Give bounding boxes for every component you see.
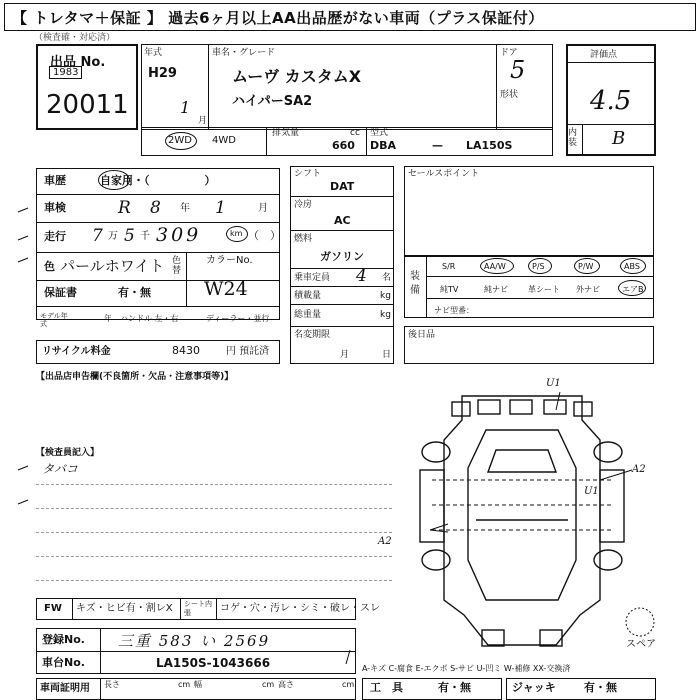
damage-legend: A-キズ C-腐食 E-エクボ S-サビ U-凹ミ W-補修 XX-交換済	[362, 664, 571, 673]
doors-value: 5	[510, 56, 526, 84]
year-month: 1	[180, 98, 191, 117]
model-code: LA150S	[466, 139, 513, 152]
jack-value: 有・無	[584, 681, 617, 694]
load-label: 積載量	[294, 291, 322, 301]
ac-label: 冷房	[294, 200, 313, 210]
name-change-day: 日	[382, 350, 392, 360]
inspection-era: R	[118, 198, 131, 218]
color-value: パールホワイト	[60, 257, 165, 275]
registration-value: 三重 583 い 2569	[118, 632, 271, 650]
diagram-a2-right: A2	[632, 464, 646, 475]
lot-number: 20011	[46, 90, 129, 120]
equip-airbag: エアB	[622, 285, 644, 294]
ac-value: AC	[334, 214, 351, 227]
year-value: H29	[148, 66, 177, 81]
seat-label: シート内張	[184, 600, 212, 617]
misc-year-unit: 年	[104, 314, 112, 323]
mileage-unit: km	[230, 229, 243, 238]
capacity-value: 4	[356, 266, 367, 286]
equip-navi: 純ナビ	[484, 285, 508, 294]
cert-unit-3: cm	[342, 680, 355, 689]
displacement-unit: cc	[350, 128, 360, 138]
doors-label: ドア	[500, 48, 518, 58]
inspection-month: 1	[215, 198, 226, 218]
history-value: 自家用・（ ）	[100, 174, 216, 187]
model-label: 型式	[370, 128, 389, 138]
equip-aaw: AA/W	[484, 262, 506, 271]
tools-label: 工 具	[370, 681, 403, 694]
inspector-note: タバコ	[42, 462, 78, 476]
inspection-label: 車検	[44, 201, 66, 214]
equip-ext-navi: 外ナビ	[576, 285, 600, 294]
diagram-spare: スペア	[626, 639, 656, 650]
recycle-label: リサイクル料金	[42, 346, 111, 357]
misc-model-label: モデル年式	[40, 312, 68, 328]
name-change-unit: 月	[340, 350, 350, 360]
chassis-value: LA150S-1043666	[156, 656, 271, 670]
warranty-label: 保証書	[44, 286, 77, 299]
inspection-month-unit: 月	[258, 203, 268, 214]
capacity-unit: 名	[382, 273, 392, 283]
equip-leather: 革シート	[528, 285, 560, 294]
report-label: 【出品店申告欄(不良箇所・欠品・注意事項等)】	[36, 372, 234, 382]
car-name: ムーヴ カスタムX	[232, 67, 362, 86]
year-label: 年式	[144, 48, 163, 58]
cert-length: 長さ	[104, 680, 120, 689]
misc-handle: ハンドル 左・右	[120, 314, 179, 323]
shift-label: シフト	[294, 169, 322, 179]
cert-label: 車両証明用	[40, 683, 90, 694]
chassis-label: 車台No.	[42, 656, 85, 669]
jack-label: ジャッキ	[512, 681, 556, 694]
color-change-label: 色替	[172, 256, 182, 276]
inspection-year-unit: 年	[180, 203, 190, 214]
fuel-label: 燃料	[294, 234, 313, 244]
model-dash: —	[432, 139, 443, 152]
equip-sr: S/R	[442, 262, 456, 271]
equip-abs: ABS	[624, 262, 640, 271]
equipment-label: 装備	[410, 271, 420, 296]
misc-dealer: ディーラー・並行	[206, 314, 270, 323]
mileage-d2: 5	[124, 226, 135, 246]
drive-4wd: 4WD	[212, 135, 236, 146]
color-label: 色	[44, 260, 55, 273]
cert-height: 高さ	[278, 680, 294, 689]
displacement-label: 排気量	[272, 128, 300, 138]
mileage-u1: 万	[108, 231, 118, 242]
mileage-u2: 千	[140, 231, 150, 242]
seat-desc: コゲ・穴・汚レ・シミ・破レ・スレ	[220, 603, 380, 614]
equip-tv: 純TV	[440, 285, 459, 294]
diagram-u1-mid: U1	[584, 486, 599, 497]
interior-label: 内装	[568, 128, 578, 148]
score-value: 4.5	[590, 86, 632, 116]
interior-value: B	[612, 128, 626, 149]
weight-label: 総重量	[294, 310, 322, 320]
fuel-value: ガソリン	[320, 250, 364, 263]
warranty-value: 有・無	[118, 286, 151, 299]
displacement-value: 660	[332, 139, 355, 152]
capacity-label: 乗車定員	[294, 273, 331, 283]
tools-value: 有・無	[438, 681, 471, 694]
equip-pw: P/W	[578, 262, 594, 271]
glass-desc: キズ・ヒビ有・割レX	[76, 603, 173, 614]
registration-label: 登録No.	[42, 633, 85, 646]
inspection-year: 8	[150, 198, 161, 218]
arrival-label: 後日品	[408, 330, 436, 340]
lot-label: 出品 No.	[50, 55, 106, 70]
mileage-paren: （ ）	[248, 229, 281, 242]
name-change-label: 名変期限	[294, 330, 331, 340]
shape-label: 形状	[500, 90, 519, 100]
history-label: 車歴	[44, 174, 66, 187]
diagram-a2-left: A2	[378, 536, 392, 547]
mileage-d1: 7	[92, 226, 103, 246]
model-prefix: DBA	[370, 139, 397, 152]
color-no-value: W24	[204, 278, 248, 300]
equip-ps: P/S	[532, 262, 545, 271]
cert-width: 幅	[194, 680, 202, 689]
header-title: 【 トレタマ＋保証 】 過去6ヶ月以上AA出品歴がない車両（プラス保証付）	[12, 9, 544, 27]
glass-label: FW	[44, 603, 62, 614]
recycle-unit: 円 預託済	[226, 346, 270, 357]
diagram-u1-top: U1	[546, 378, 561, 389]
weight-unit: kg	[380, 310, 391, 320]
cert-unit-2: cm	[262, 680, 275, 689]
year-month-unit: 月	[198, 116, 208, 126]
inspector-label: 【検査員記入】	[36, 448, 100, 458]
car-grade: ハイパーSA2	[232, 94, 313, 109]
equip-navi-model: ナビ型番：	[434, 306, 474, 315]
score-label: 評価点	[590, 50, 618, 60]
color-no-label: カラーNo.	[206, 255, 253, 266]
recycle-value: 8430	[172, 344, 200, 357]
car-label: 車名・グレード	[212, 48, 276, 58]
shift-value: DAT	[330, 180, 355, 193]
lot-small-number: 1983	[49, 66, 82, 79]
header-subnote: （検査確・対応済）	[34, 33, 116, 43]
sales-label: セールスポイント	[408, 169, 480, 179]
load-unit: kg	[380, 291, 391, 301]
mileage-label: 走行	[44, 230, 66, 243]
mileage-d3: 309	[156, 224, 202, 246]
cert-unit-1: cm	[178, 680, 191, 689]
drive-2wd: 2WD	[168, 135, 192, 146]
